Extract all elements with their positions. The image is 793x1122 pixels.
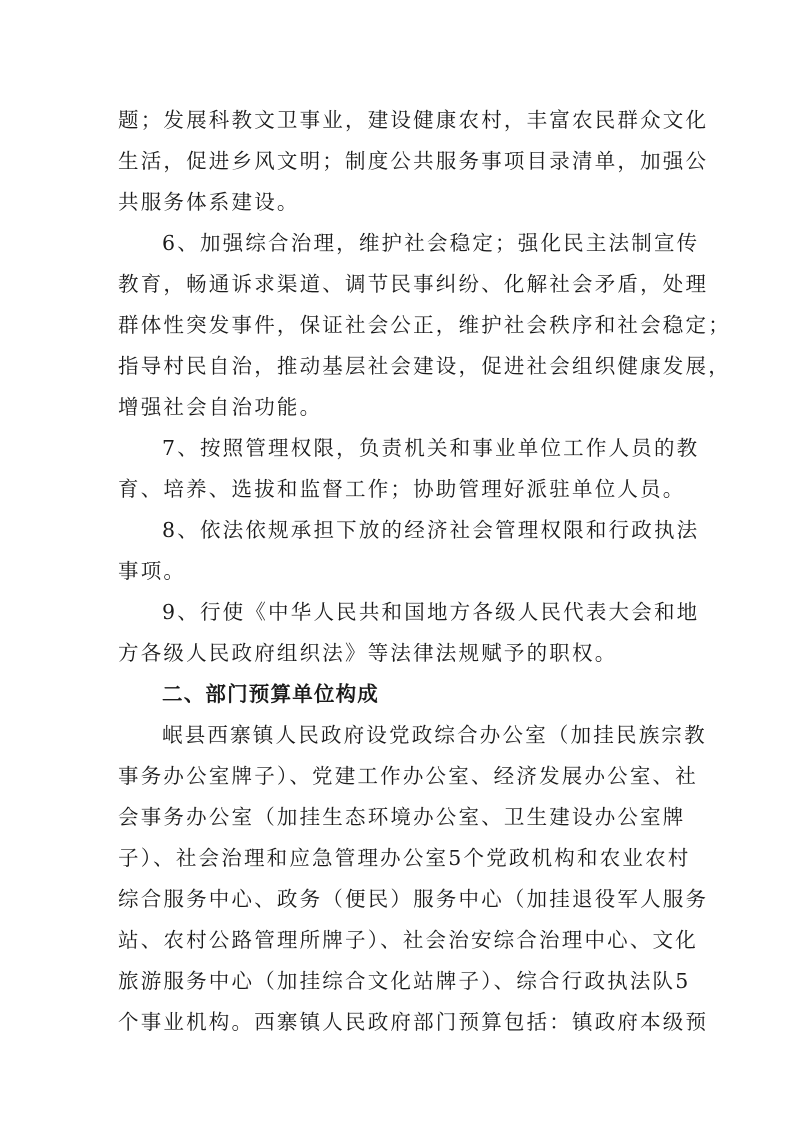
text-line: 题；发展科教文卫事业，建设健康农村，丰富农民群众文化 xyxy=(118,108,709,132)
text-line: 会事务办公室（加挂生态环境办公室、卫生建设办公室牌 xyxy=(118,805,686,829)
text-line: 事务办公室牌子）、党建工作办公室、经济发展办公室、社 xyxy=(118,764,698,788)
text-line: 生活，促进乡风文明；制度公共服务事项目录清单，加强公 xyxy=(118,149,709,173)
text-line-paragraph-start: 岷县西寨镇人民政府设党政综合办公室（加挂民族宗教 xyxy=(162,723,707,747)
section-heading: 二、部门预算单位构成 xyxy=(162,682,379,706)
text-line: 综合服务中心、政务（便民）服务中心（加挂退役军人服务 xyxy=(118,887,709,911)
text-line-item-8: 8、依法依规承担下放的经济社会管理权限和行政执法 xyxy=(162,518,700,542)
text-line: 方各级人民政府组织法》等法律法规赋予的职权。 xyxy=(118,641,618,665)
text-line: 增强社会自治功能。 xyxy=(118,395,323,419)
text-line: 个事业机构。西寨镇人民政府部门预算包括：镇政府本级预 xyxy=(118,1010,709,1034)
document-body xyxy=(118,100,731,1043)
text-line-item-9: 9、行使《中华人民共和国地方各级人民代表大会和地 xyxy=(162,600,700,624)
text-line: 旅游服务中心（加挂综合文化站牌子）、综合行政执法队5 xyxy=(118,969,691,993)
text-line-item-6: 6、加强综合治理，维护社会稳定；强化民主法制宣传 xyxy=(162,231,700,255)
text-line: 站、农村公路管理所牌子）、社会治安综合治理中心、文化 xyxy=(118,928,698,952)
text-line: 事项。 xyxy=(118,559,187,583)
text-line: 群体性突发事件，保证社会公正，维护社会秩序和社会稳定； xyxy=(118,313,731,337)
text-line: 子）、社会治理和应急管理办公室5个党政机构和农业农村 xyxy=(118,846,691,870)
text-line: 指导村民自治，推动基层社会建设，促进社会组织健康发展， xyxy=(118,354,731,378)
text-line: 共服务体系建设。 xyxy=(118,190,300,214)
text-line-item-7: 7、按照管理权限，负责机关和事业单位工作人员的教 xyxy=(162,436,700,460)
text-line: 教育，畅通诉求渠道、调节民事纠纷、化解社会矛盾，处理 xyxy=(118,272,709,296)
text-line: 育、培养、选拔和监督工作；协助管理好派驻单位人员。 xyxy=(118,477,686,501)
